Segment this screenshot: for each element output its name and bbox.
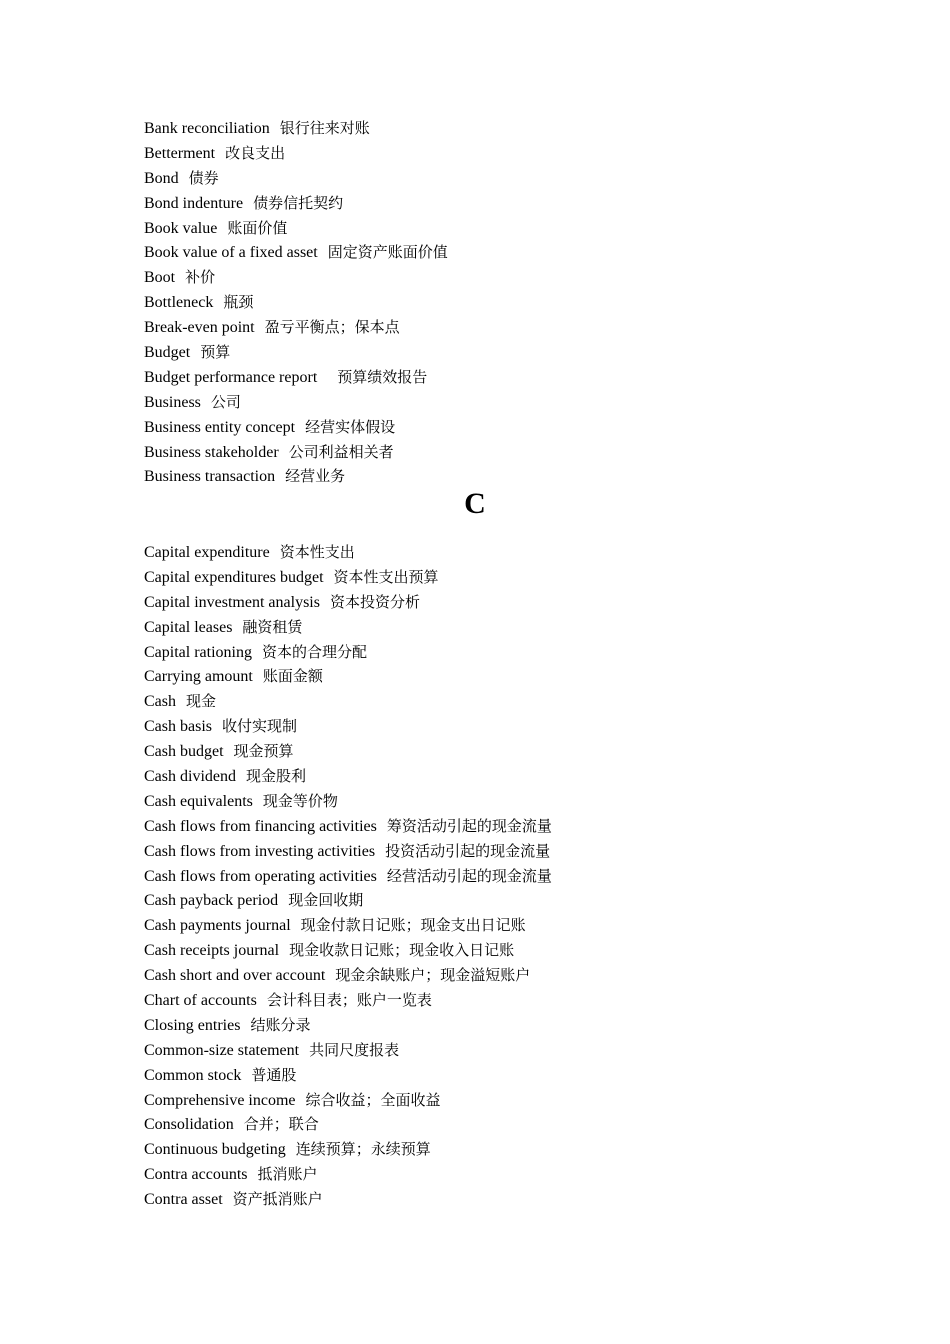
glossary-entry <box>144 1013 844 1038</box>
entry-translation: 共同尺度报表 <box>309 1040 400 1059</box>
entry-term: Bottleneck <box>144 294 214 312</box>
glossary-entry <box>144 888 844 913</box>
glossary-entry <box>144 565 844 590</box>
entry-translation: 融资租赁 <box>242 617 303 636</box>
entry-term: Business entity concept <box>144 418 296 436</box>
glossary-entry <box>144 764 844 789</box>
entry-translation: 综合收益；全面收益 <box>305 1090 441 1109</box>
glossary-list-c <box>144 540 844 1212</box>
entry-term: Cash budget <box>144 743 224 761</box>
entry-translation: 筹资活动引起的现金流量 <box>386 816 552 835</box>
entry-term: Budget <box>144 344 191 362</box>
glossary-entry <box>144 714 844 739</box>
glossary-entry <box>144 814 844 839</box>
glossary-entry <box>144 191 844 216</box>
entry-term: Betterment <box>144 144 216 162</box>
entry-term: Contra accounts <box>144 1166 248 1184</box>
glossary-entry <box>144 640 844 665</box>
entry-term: Consolidation <box>144 1116 234 1134</box>
entry-term: Chart of accounts <box>144 992 257 1010</box>
entry-term: Capital investment analysis <box>144 593 320 611</box>
glossary-entry <box>144 1187 844 1212</box>
glossary-entry <box>144 615 844 640</box>
entry-translation: 现金付款日记账；现金支出日记账 <box>300 916 526 935</box>
section-heading-c: C <box>464 487 486 520</box>
glossary-entry <box>144 963 844 988</box>
entry-translation: 合并；联合 <box>243 1115 319 1134</box>
entry-term: Capital expenditures budget <box>144 568 324 586</box>
entry-term: Budget performance report <box>144 368 318 386</box>
entry-translation: 账面价值 <box>227 218 288 237</box>
entry-translation: 会计科目表；账户一览表 <box>266 991 432 1010</box>
entry-translation: 瓶颈 <box>223 293 254 312</box>
glossary-entry <box>144 1038 844 1063</box>
glossary-entry <box>144 664 844 689</box>
entry-translation: 公司利益相关者 <box>288 442 394 461</box>
entry-translation: 固定资产账面价值 <box>327 243 448 262</box>
entry-term: Cash equivalents <box>144 792 253 810</box>
entry-term: Business <box>144 393 201 411</box>
glossary-entry <box>144 290 844 315</box>
glossary-entry <box>144 166 844 191</box>
entry-term: Bond <box>144 169 179 187</box>
glossary-entry <box>144 340 844 365</box>
entry-term: Capital leases <box>144 618 233 636</box>
entry-term: Cash receipts journal <box>144 942 280 960</box>
entry-term: Comprehensive income <box>144 1091 296 1109</box>
entry-translation: 资本性支出 <box>279 543 355 561</box>
entry-term: Common stock <box>144 1066 242 1084</box>
entry-term: Book value <box>144 219 218 237</box>
glossary-entry <box>144 141 844 166</box>
entry-translation: 预算 <box>200 343 231 362</box>
entry-translation: 经营活动引起的现金流量 <box>386 866 552 885</box>
glossary-entry <box>144 590 844 615</box>
glossary-entry <box>144 116 844 141</box>
entry-translation: 经营实体假设 <box>305 417 396 436</box>
glossary-entry <box>144 390 844 415</box>
glossary-entry <box>144 415 844 440</box>
entry-term: Bank reconciliation <box>144 120 270 137</box>
glossary-entry <box>144 265 844 290</box>
entry-translation: 盈亏平衡点；保本点 <box>264 318 400 337</box>
entry-term: Business stakeholder <box>144 443 279 461</box>
entry-term: Capital rationing <box>144 643 252 661</box>
entry-translation: 资本性支出预算 <box>333 567 439 586</box>
entry-term: Cash payback period <box>144 892 279 910</box>
entry-translation: 连续预算；永续预算 <box>295 1140 431 1159</box>
glossary-entry <box>144 1088 844 1113</box>
entry-translation: 抵消账户 <box>257 1165 318 1184</box>
entry-translation: 经营业务 <box>285 467 346 486</box>
entry-term: Cash flows from investing activities <box>144 842 376 860</box>
entry-term: Boot <box>144 269 176 287</box>
entry-translation: 银行往来对账 <box>279 119 370 137</box>
glossary-entry <box>144 938 844 963</box>
entry-translation: 现金股利 <box>246 767 307 786</box>
entry-term: Cash payments journal <box>144 917 291 935</box>
entry-term: Break-even point <box>144 319 255 337</box>
glossary-entry <box>144 913 844 938</box>
glossary-entry <box>144 240 844 265</box>
entry-translation: 现金 <box>186 692 217 711</box>
glossary-entry <box>144 839 844 864</box>
entry-translation: 资产抵消账户 <box>232 1190 323 1209</box>
entry-term: Common-size statement <box>144 1041 300 1059</box>
entry-translation: 普通股 <box>251 1065 297 1084</box>
glossary-entry <box>144 739 844 764</box>
entry-translation: 预算绩效报告 <box>337 367 428 386</box>
glossary-entry <box>144 1137 844 1162</box>
entry-term: Book value of a fixed asset <box>144 244 318 262</box>
entry-term: Cash short and over account <box>144 967 326 985</box>
glossary-entry <box>144 789 844 814</box>
entry-translation: 现金余缺账户；现金溢短账户 <box>335 966 531 985</box>
glossary-list-b <box>144 116 844 489</box>
entry-translation: 现金等价物 <box>262 791 338 810</box>
glossary-entry <box>144 1112 844 1137</box>
entry-term: Cash dividend <box>144 768 236 786</box>
entry-term: Cash flows from financing activities <box>144 817 377 835</box>
glossary-entry <box>144 216 844 241</box>
entry-translation: 账面金额 <box>262 667 323 686</box>
entry-translation: 债券 <box>188 168 219 187</box>
entry-translation: 收付实现制 <box>222 717 298 736</box>
entry-term: Bond indenture <box>144 194 244 212</box>
glossary-entry <box>144 1063 844 1088</box>
entry-translation: 补价 <box>185 268 216 287</box>
entry-term: Cash basis <box>144 718 212 736</box>
glossary-entry <box>144 689 844 714</box>
entry-term: Closing entries <box>144 1016 241 1034</box>
entry-term: Cash flows from operating activities <box>144 867 377 885</box>
entry-term: Carrying amount <box>144 668 253 686</box>
entry-term: Cash <box>144 693 176 711</box>
entry-translation: 结账分录 <box>250 1015 311 1034</box>
glossary-entry <box>144 440 844 465</box>
entry-term: Continuous budgeting <box>144 1141 286 1159</box>
glossary-entry <box>144 315 844 340</box>
entry-translation: 投资活动引起的现金流量 <box>385 841 551 860</box>
entry-translation: 现金预算 <box>233 742 294 761</box>
entry-translation: 债券信托契约 <box>253 193 344 212</box>
entry-translation: 资本投资分析 <box>329 592 420 611</box>
entry-term: Contra asset <box>144 1191 223 1209</box>
entry-translation: 现金回收期 <box>288 891 364 910</box>
entry-term: Capital expenditure <box>144 544 270 561</box>
entry-translation: 改良支出 <box>225 143 286 162</box>
glossary-entry <box>144 1162 844 1187</box>
glossary-entry <box>144 864 844 889</box>
entry-translation: 资本的合理分配 <box>261 642 367 661</box>
glossary-entry <box>144 540 844 565</box>
entry-translation: 现金收款日记账；现金收入日记账 <box>289 941 515 960</box>
entry-term: Business transaction <box>144 468 276 486</box>
glossary-entry <box>144 365 844 390</box>
entry-translation: 公司 <box>210 392 241 411</box>
glossary-entry <box>144 988 844 1013</box>
